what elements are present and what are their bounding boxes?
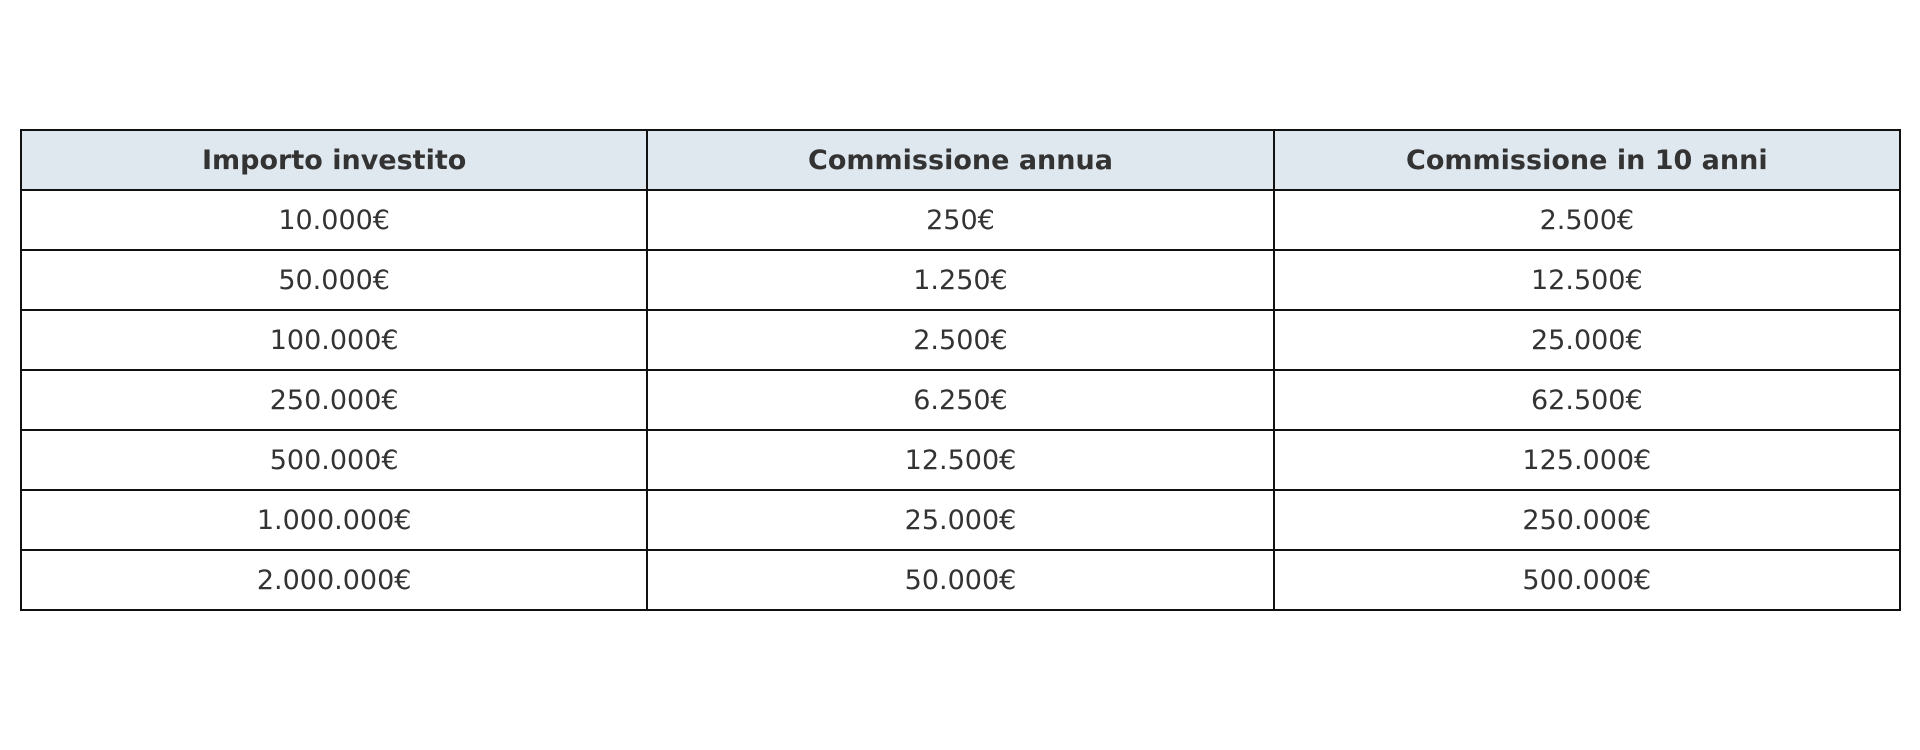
column-header-commissione-10-anni: Commissione in 10 anni (1274, 130, 1900, 190)
table-cell: 100.000€ (21, 310, 647, 370)
table-cell: 500.000€ (1274, 550, 1900, 610)
table-cell: 125.000€ (1274, 430, 1900, 490)
table-row (21, 370, 1900, 430)
column-header-commissione-annua: Commissione annua (647, 130, 1273, 190)
table-cell: 1.250€ (647, 250, 1273, 310)
table-cell: 250.000€ (21, 370, 647, 430)
table-header-row (21, 130, 1900, 190)
table-cell: 250€ (647, 190, 1273, 250)
table-cell: 6.250€ (647, 370, 1273, 430)
table-cell: 500.000€ (21, 430, 647, 490)
table-row (21, 430, 1900, 490)
table-cell: 2.500€ (1274, 190, 1900, 250)
table-row (21, 490, 1900, 550)
table-cell: 12.500€ (647, 430, 1273, 490)
table-cell: 50.000€ (21, 250, 647, 310)
fee-table (20, 129, 1901, 611)
table-row (21, 190, 1900, 250)
table-cell: 12.500€ (1274, 250, 1900, 310)
table-cell: 2.000.000€ (21, 550, 647, 610)
table-row (21, 550, 1900, 610)
table-cell: 25.000€ (1274, 310, 1900, 370)
column-header-importo-investito: Importo investito (21, 130, 647, 190)
table-cell: 250.000€ (1274, 490, 1900, 550)
table-cell: 25.000€ (647, 490, 1273, 550)
table-cell: 62.500€ (1274, 370, 1900, 430)
table-cell: 50.000€ (647, 550, 1273, 610)
table-cell: 1.000.000€ (21, 490, 647, 550)
table-row (21, 310, 1900, 370)
table-cell: 10.000€ (21, 190, 647, 250)
table-row (21, 250, 1900, 310)
table-cell: 2.500€ (647, 310, 1273, 370)
